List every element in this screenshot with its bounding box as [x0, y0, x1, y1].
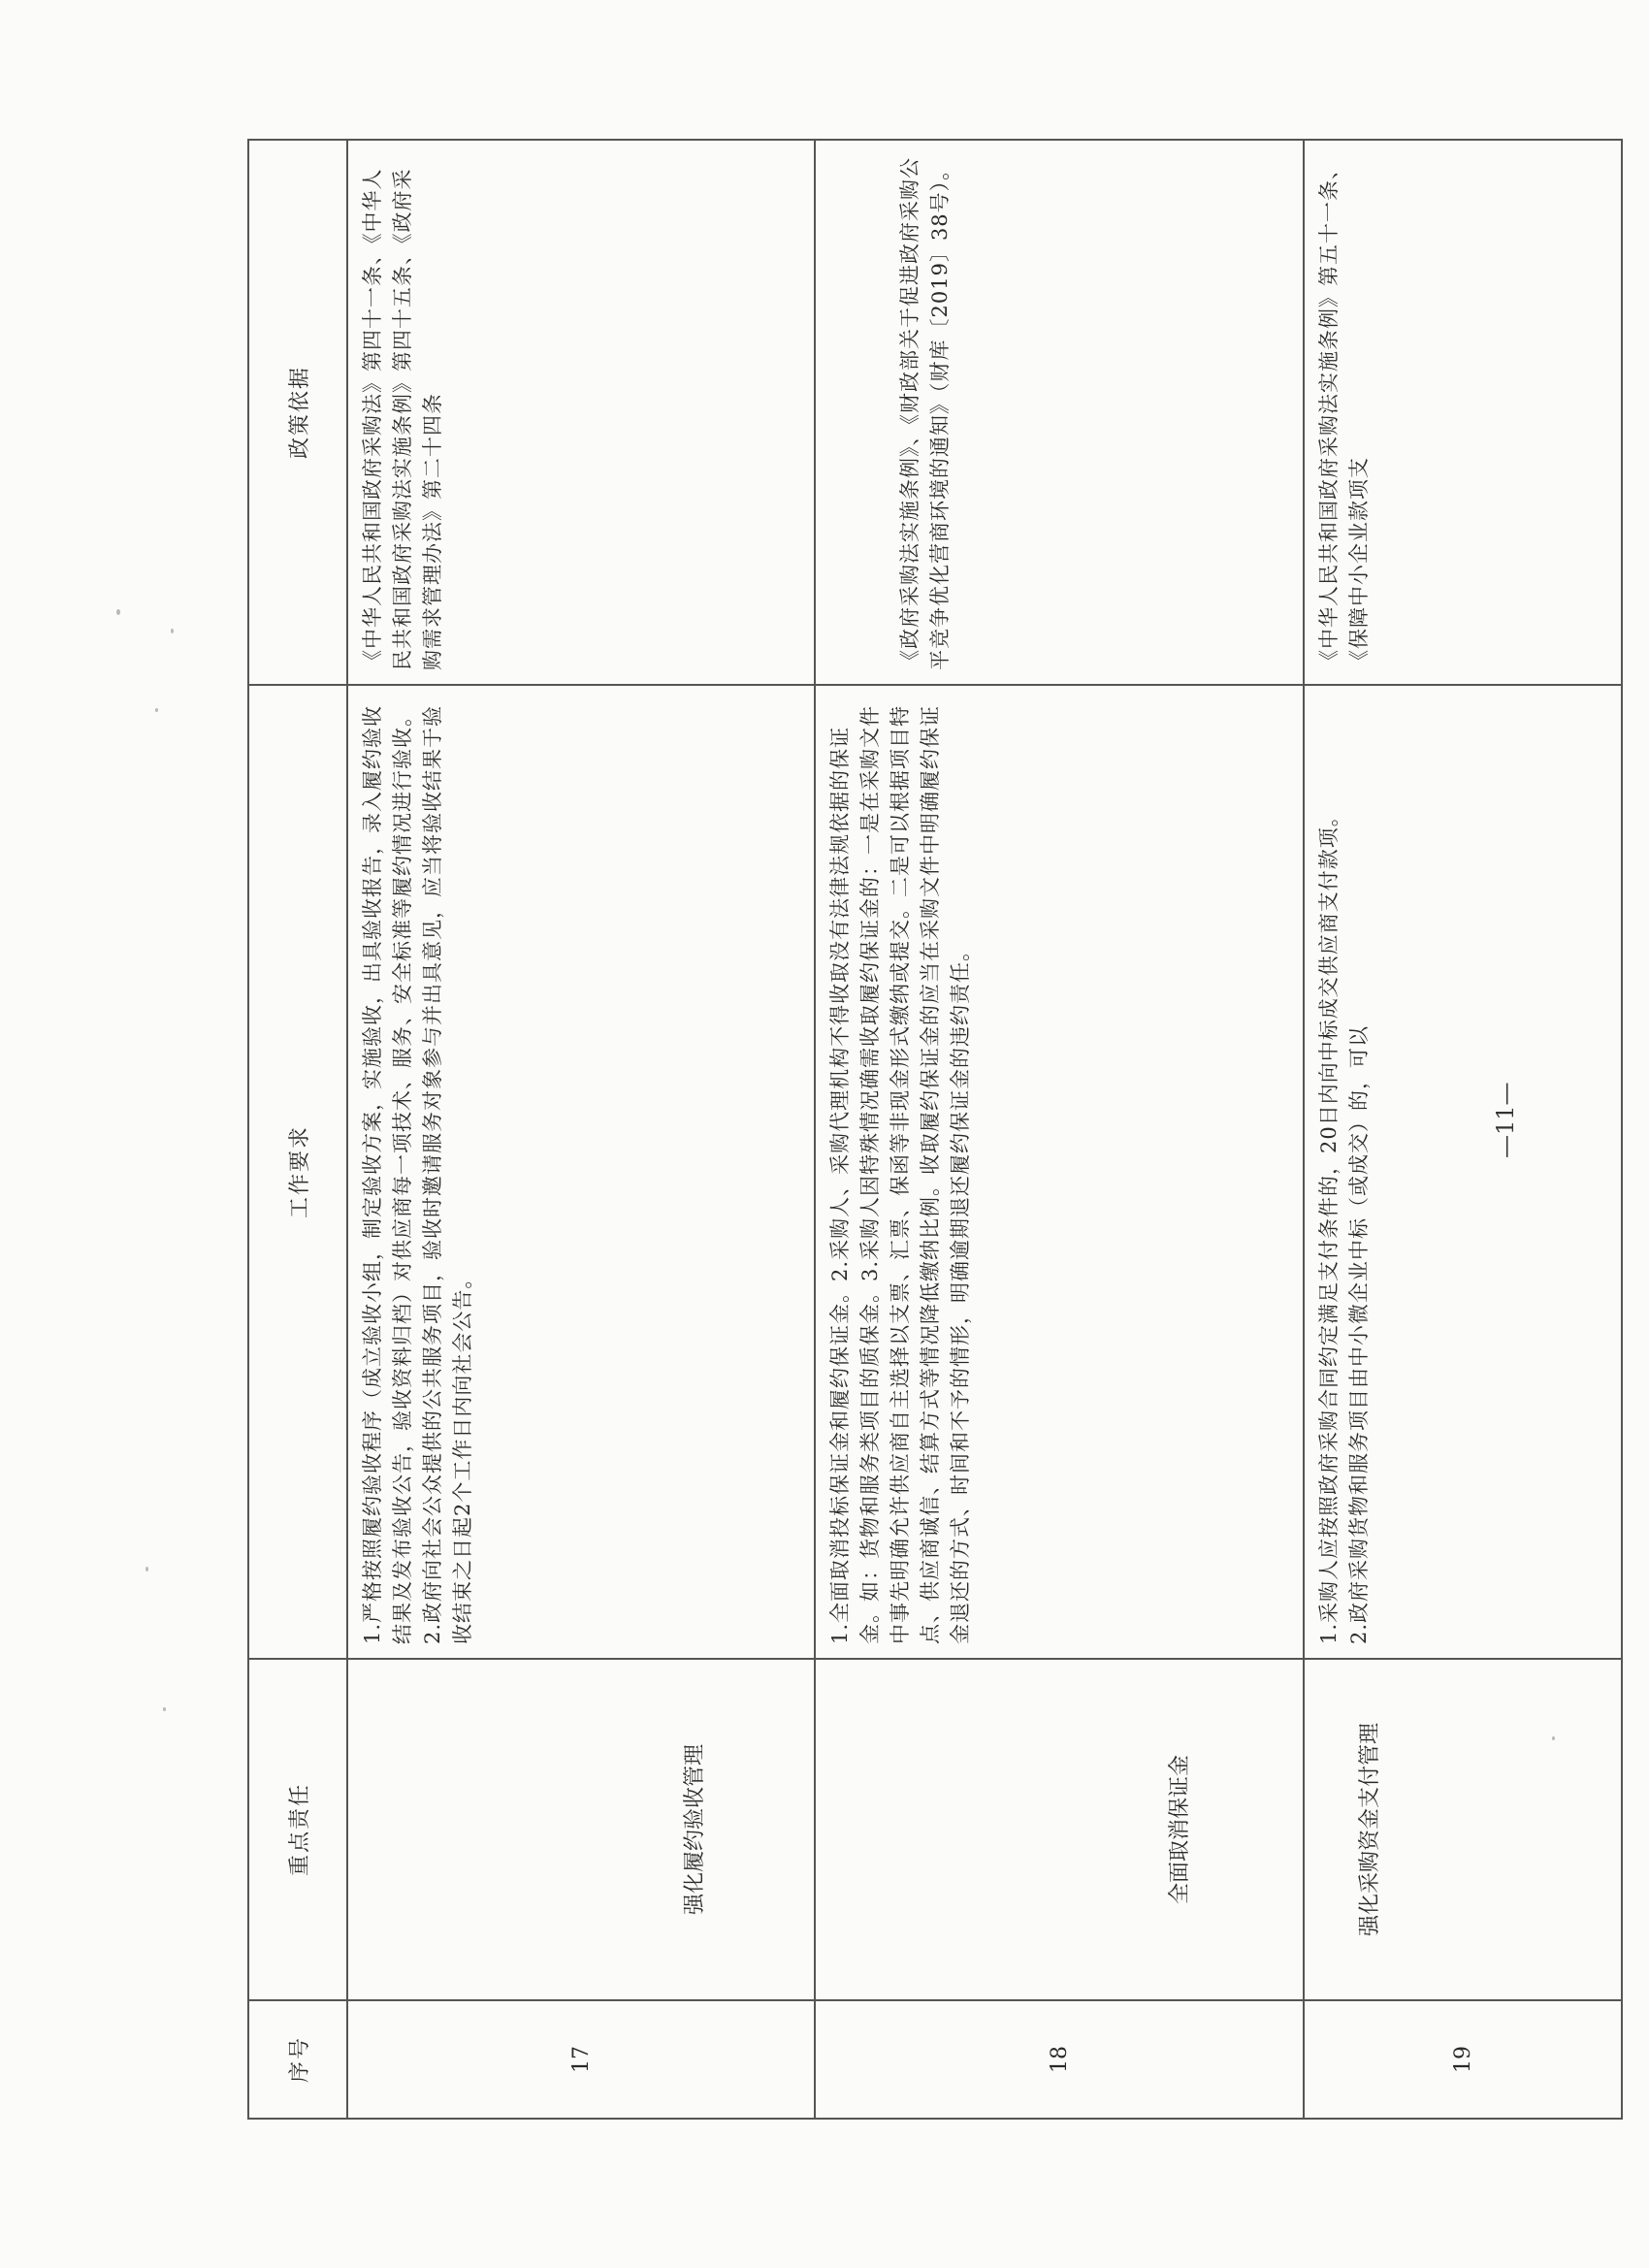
- table-row: [815, 140, 1304, 2119]
- scan-speck: [163, 1707, 166, 1711]
- basis-text: 《政府采购法实施条例》、《财政部关于促进政府采购公平竞争优化营商环境的通知》（财库〔2019〕38号）。: [898, 157, 952, 670]
- scan-speck: [146, 1567, 148, 1571]
- responsibility-cell: [1304, 1659, 1622, 2000]
- requirements-cell: [815, 685, 1304, 1659]
- requirements-cell: [347, 685, 815, 1659]
- policy-table: [247, 139, 1623, 2120]
- table-row: [347, 140, 815, 2119]
- scan-speck: [155, 708, 158, 712]
- header-requirements: 工作要求: [248, 685, 347, 1659]
- scan-speck: [171, 629, 174, 633]
- responsibility-cell: [347, 1659, 815, 2000]
- header-basis: 政策依据: [248, 140, 347, 685]
- requirements-cell: [1304, 685, 1622, 1659]
- row-number: 17: [347, 2000, 815, 2119]
- rotated-page-content: [247, 141, 1615, 2120]
- scan-speck: [1552, 1736, 1555, 1740]
- requirement-item: 2.政府采购货物和服务项目由中小微企业中标（或成交）的，可以: [1347, 1024, 1371, 1644]
- responsibility-text: 强化履约验收管理: [683, 1744, 707, 1916]
- basis-text: 《中华人民共和国政府采购法实施条例》第五十一条、《保障中小企业款项支: [1317, 158, 1371, 670]
- responsibility-text: 强化采购资金支付管理: [1358, 1723, 1382, 1937]
- basis-cell: [815, 140, 1304, 685]
- responsibility-cell: [815, 1659, 1304, 2000]
- basis-cell: [1304, 140, 1622, 685]
- basis-cell: [347, 140, 815, 685]
- row-number: 18: [815, 2000, 1304, 2119]
- requirement-item: 1.全面取消投标保证金和履约保证金。2.采购人、采购代理机构不得收取没有法律法规依据的保证金。如：货物和服务类项目的质保金。3.采购人因特殊情况确需收取履约保证金的：一是在采购文件中事先明确允许供应商自主选择以支票、汇票、保函等非现金形式缴纳或提交。二是可以根据项目特点、供应商诚信、结算方式等情况降低缴纳比例。收取履约保证金的应当在采购文件中明确履约保证金退还的方式、时间和不予的情形，明确逾期退还履约保证金的违约责任。: [828, 704, 972, 1644]
- page-number: —11—: [1492, 1082, 1519, 1158]
- table-header-row: [248, 140, 347, 2119]
- header-number: 序号: [248, 2000, 347, 2119]
- basis-text: 《中华人民共和国政府采购法》第四十一条、《中华人民共和国政府采购法实施条例》第四十五条、《政府采购需求管理办法》第二十四条: [361, 168, 444, 670]
- row-number: 19: [1304, 2000, 1622, 2119]
- requirement-item: 2.政府向社会公众提供的公共服务项目，验收时邀请服务对象参与并出具意见，应当将验收结果于验收结束之日起2个工作日内向社会公告。: [421, 704, 474, 1644]
- scan-speck: [116, 609, 120, 615]
- header-responsibility: 重点责任: [248, 1659, 347, 2000]
- requirement-item: 1.采购人应按照政府采购合同约定满足支付条件的，20日内向中标成交供应商支付款项。: [1317, 805, 1341, 1644]
- responsibility-text: 全面取消保证金: [1168, 1755, 1192, 1905]
- requirement-item: 1.严格按照履约验收程序（成立验收小组，制定验收方案，实施验收，出具验收报告，录入履约验收结果及发布验收公告，验收资料归档）对供应商每一项技术、服务、安全标准等履约情况进行验收。: [361, 704, 414, 1644]
- table-row: [1304, 140, 1622, 2119]
